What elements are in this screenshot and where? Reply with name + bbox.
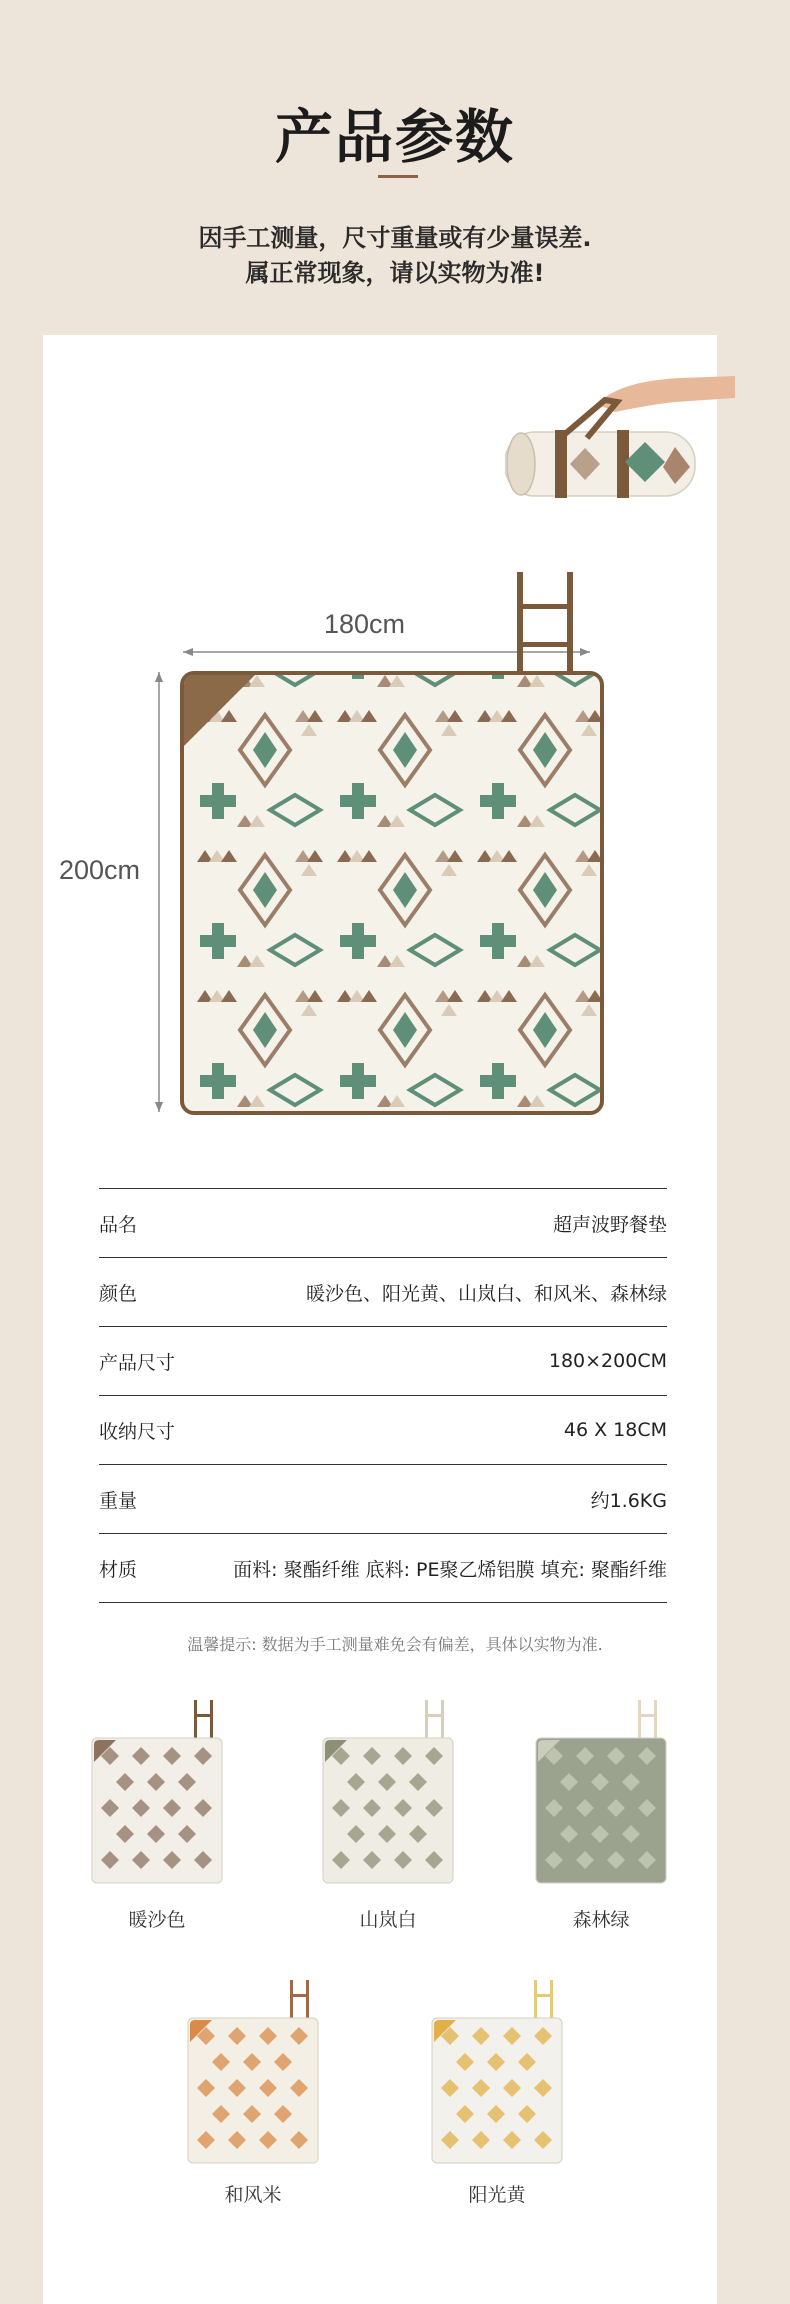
disclaimer-note: 温馨提示: 数据为手工测量难免会有偏差，具体以实物为准. — [187, 1635, 603, 1654]
param-key: 品名 — [99, 1213, 138, 1236]
handle-rung — [290, 1994, 309, 1997]
handle-strap-left — [638, 1700, 641, 1740]
handle-rung — [638, 1714, 657, 1717]
hand-icon — [597, 376, 735, 412]
variant-label: 和风米 — [224, 2184, 282, 2206]
variant-swatch[interactable] — [90, 1700, 224, 1931]
variant-swatch[interactable] — [321, 1700, 455, 1931]
table-row — [99, 1327, 667, 1396]
variant-mat-image — [321, 1700, 455, 1890]
variant-mat-image — [186, 1980, 320, 2170]
param-key: 收纳尺寸 — [99, 1420, 176, 1443]
title-divider — [378, 175, 418, 178]
variant-mat-image — [534, 1700, 668, 1890]
handle-strap-left — [194, 1700, 197, 1740]
mat-size-diagram — [55, 560, 615, 1120]
mat-body — [182, 673, 602, 1113]
variant-label: 阳光黄 — [468, 2184, 526, 2206]
params-table — [99, 1188, 667, 1603]
param-value: 面料: 聚酯纤维 底料: PE聚乙烯铝膜 填充: 聚酯纤维 — [233, 1558, 667, 1581]
table-row — [99, 1396, 667, 1465]
table-row — [99, 1534, 667, 1603]
handle-rung — [425, 1714, 444, 1717]
handle-strap-right — [550, 1980, 553, 2020]
subtitle-line-2: 属正常现象，请以实物为准! — [245, 259, 545, 287]
handle-strap-left — [425, 1700, 428, 1740]
variant-swatch[interactable] — [534, 1700, 668, 1931]
variant-mat-image — [430, 1980, 564, 2170]
table-row — [99, 1189, 667, 1258]
param-key: 产品尺寸 — [99, 1351, 176, 1374]
page-title: 产品参数 — [274, 103, 515, 171]
table-row — [99, 1258, 667, 1327]
param-key: 颜色 — [99, 1282, 138, 1305]
variant-label: 暖沙色 — [128, 1909, 186, 1931]
handle-strap-left — [517, 572, 523, 674]
handle-strap-right — [654, 1700, 657, 1740]
variant-mat-image — [90, 1700, 224, 1890]
param-value: 超声波野餐垫 — [552, 1213, 667, 1236]
param-value: 46 X 18CM — [563, 1419, 667, 1441]
param-value: 180×200CM — [548, 1350, 667, 1372]
table-row — [99, 1465, 667, 1534]
rolled-mat-illustration — [505, 372, 735, 507]
strap-band-left — [555, 430, 567, 498]
height-label: 200cm — [59, 855, 141, 885]
rolled-mat-end — [507, 433, 535, 495]
handle-strap-right — [441, 1700, 444, 1740]
param-value: 约1.6KG — [590, 1489, 667, 1512]
handle-rung — [534, 1994, 553, 1997]
param-value: 暖沙色、阳光黄、山岚白、和风米、森林绿 — [305, 1282, 667, 1305]
param-key: 重量 — [99, 1489, 138, 1512]
handle-rung — [194, 1714, 213, 1717]
variant-label: 森林绿 — [572, 1909, 630, 1931]
variant-swatch[interactable] — [430, 1980, 564, 2206]
variant-label: 山岚白 — [359, 1909, 417, 1931]
handle-strap-right — [567, 572, 573, 674]
handle-strap-left — [290, 1980, 293, 2020]
variant-swatch[interactable] — [186, 1980, 320, 2206]
handle-strap-left — [534, 1980, 537, 2020]
param-key: 材质 — [99, 1558, 138, 1581]
width-label: 180cm — [324, 609, 406, 639]
handle-strap-right — [210, 1700, 213, 1740]
subtitle-line-1: 因手工测量，尺寸重量或有少量误差. — [198, 224, 592, 252]
handle-strap-right — [306, 1980, 309, 2020]
